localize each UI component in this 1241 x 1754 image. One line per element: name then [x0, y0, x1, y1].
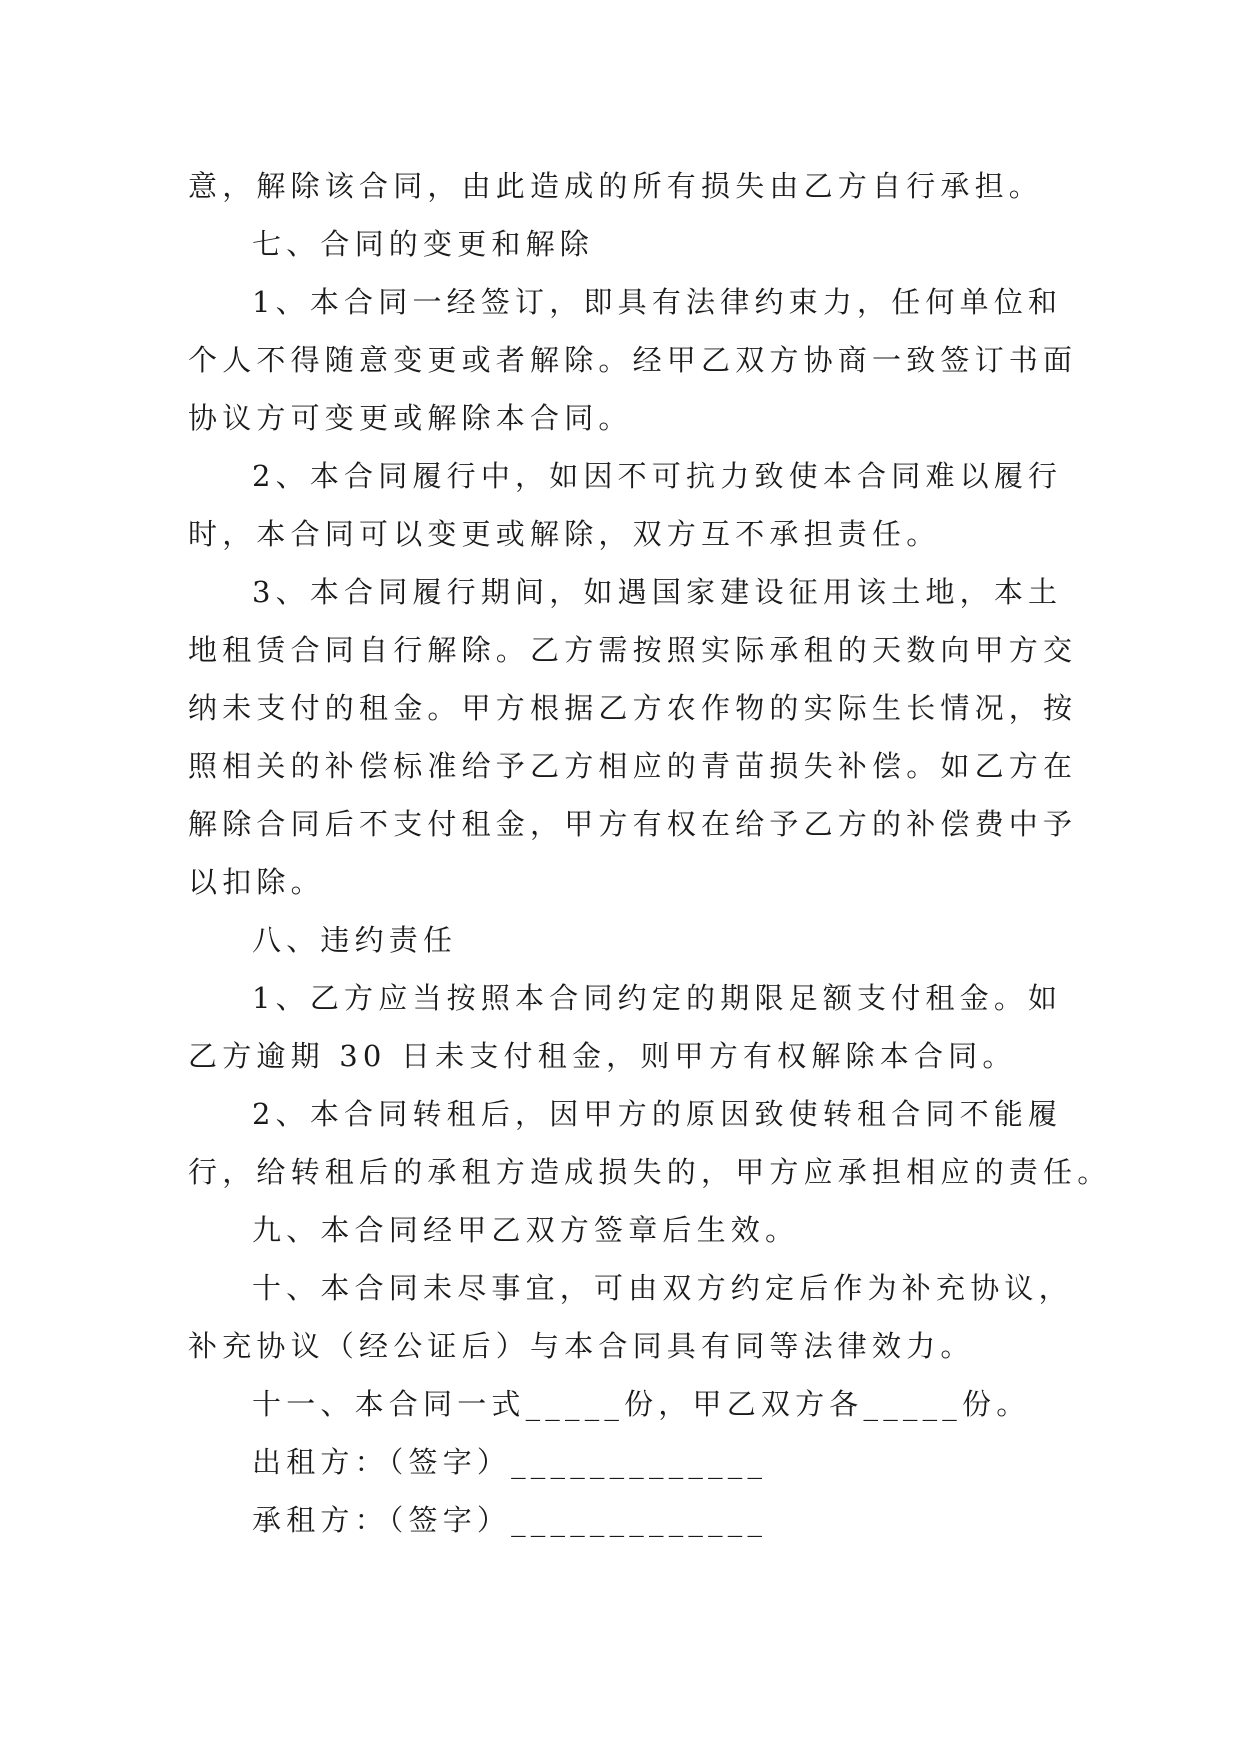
text-line: 纳未支付的租金。甲方根据乙方农作物的实际生长情况，按 [188, 691, 1078, 725]
text-line: 时，本合同可以变更或解除，双方互不承担责任。 [188, 517, 941, 551]
text-line: 3、本合同履行期间，如遇国家建设征用该土地，本土 [252, 575, 1063, 609]
text-line: 行，给转租后的承租方造成损失的，甲方应承担相应的责任。 [188, 1155, 1112, 1189]
contract-body [188, 157, 1112, 1549]
text-line: 九、本合同经甲乙双方签章后生效。 [252, 1213, 800, 1247]
text-line: 以扣除。 [188, 865, 325, 899]
text-line: 七、合同的变更和解除 [252, 227, 595, 261]
text-line: 2、本合同转租后，因甲方的原因致使转租合同不能履 [252, 1097, 1063, 1131]
text-line: 个人不得随意变更或者解除。经甲乙双方协商一致签订书面 [188, 343, 1078, 377]
text-line: 八、违约责任 [252, 923, 458, 957]
text-line: 2、本合同履行中，如因不可抗力致使本合同难以履行 [252, 459, 1063, 493]
text-line: 1、乙方应当按照本合同约定的期限足额支付租金。如 [252, 981, 1063, 1015]
text-line: 解除合同后不支付租金，甲方有权在给予乙方的补偿费中予 [188, 807, 1078, 841]
text-line: 十、本合同未尽事宜，可由双方约定后作为补充协议， [252, 1271, 1073, 1305]
text-line: 1、本合同一经签订，即具有法律约束力，任何单位和 [252, 285, 1063, 319]
text-line: 承租方：（签字）_____________ [252, 1503, 768, 1537]
text-line: 照相关的补偿标准给予乙方相应的青苗损失补偿。如乙方在 [188, 749, 1078, 783]
text-line: 协议方可变更或解除本合同。 [188, 401, 633, 435]
text-line: 地租赁合同自行解除。乙方需按照实际承租的天数向甲方交 [188, 633, 1078, 667]
text-line: 十一、本合同一式_____份，甲乙双方各_____份。 [252, 1387, 1031, 1421]
text-line: 意，解除该合同，由此造成的所有损失由乙方自行承担。 [188, 169, 1044, 203]
text-line: 补充协议（经公证后）与本合同具有同等法律效力。 [188, 1329, 975, 1363]
text-line: 出租方：（签字）_____________ [252, 1445, 768, 1479]
text-line: 乙方逾期 30 日未支付租金，则甲方有权解除本合同。 [188, 1039, 1017, 1073]
